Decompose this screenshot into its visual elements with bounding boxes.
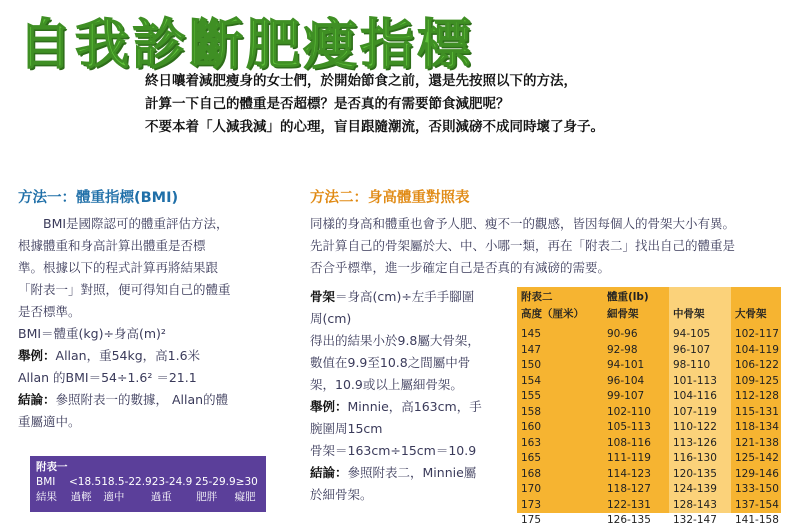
bmi-cell: 25-29.9 — [195, 476, 236, 488]
medium-frame-header: 中骨架 — [673, 308, 705, 320]
table-cell: 168 — [521, 467, 542, 480]
method-one-paragraph-line: 「附表一」對照，便可得知自己的體重 — [18, 282, 231, 297]
bmi-cell: <18.5 — [69, 476, 102, 488]
table-cell: 158 — [521, 405, 542, 418]
step-text: 於細骨架。 — [310, 487, 373, 502]
weight-header: 體重(lb) — [607, 291, 649, 303]
method-two-section — [310, 186, 790, 279]
step-text: 數值在9.9至10.8之間屬中骨 — [310, 355, 471, 370]
table-cell: 101-113 — [673, 374, 717, 387]
method-two-step — [310, 330, 510, 352]
table-cell: 102-117 — [735, 328, 779, 340]
table-cell: 175 — [521, 514, 542, 526]
table-cell: 104-119 — [735, 343, 779, 356]
table-cell: 116-130 — [673, 452, 717, 464]
intro-line: 不要本着「人減我減」的心理，盲目跟隨潮流，否則減磅不成同時壞了身子。 — [145, 119, 604, 135]
medium-frame-column — [669, 287, 731, 526]
table-cell: 137-154 — [735, 498, 779, 511]
table-cell: 120-135 — [673, 467, 717, 480]
step-text: 參照附表二，Minnie屬 — [347, 465, 477, 480]
step-text: 骨架＝163cm÷15cm＝10.9 — [310, 443, 477, 458]
method-two-step — [310, 352, 510, 374]
bmi-cell: 適中 — [103, 491, 125, 503]
table-cell: 98-110 — [673, 359, 711, 371]
intro-line: 終日嚷着減肥瘦身的女士們，於開始節食之前，還是先按照以下的方法， — [145, 73, 577, 89]
bmi-cell: 癡肥 — [234, 491, 256, 503]
table-cell: 92-98 — [607, 343, 638, 356]
method-one-heading: 方法一：體重指標(BMI) — [18, 190, 179, 206]
method-two-step — [310, 396, 510, 418]
large-frame-column — [731, 287, 785, 526]
table-cell: 94-101 — [607, 359, 645, 371]
method-two-step — [310, 286, 510, 308]
table-cell: 165 — [521, 452, 542, 464]
example-text: Allan，重54kg，高1.6米 — [55, 348, 201, 363]
small-frame-column — [603, 287, 669, 526]
table-two-title: 附表二 — [521, 291, 553, 303]
table-cell: 112-128 — [735, 390, 779, 402]
table-cell: 155 — [521, 390, 542, 402]
table-cell: 96-107 — [673, 343, 711, 356]
bmi-table — [30, 456, 266, 512]
conclusion-text: 參照附表一的數據， Allan的體 — [55, 392, 229, 407]
step-text: 架，10.9或以上屬細骨架。 — [310, 377, 463, 392]
table-cell: 132-147 — [673, 514, 717, 526]
step-text: 腕圍周15cm — [310, 421, 383, 436]
step-text: 得出的結果小於9.8屬大骨架， — [310, 333, 480, 348]
table-cell: 129-146 — [735, 467, 779, 480]
height-weight-table — [517, 287, 781, 526]
table-cell: 99-107 — [607, 390, 645, 402]
table-cell: 147 — [521, 343, 542, 356]
step-label: 骨架 — [310, 289, 336, 304]
table-cell: 94-105 — [673, 328, 711, 340]
bmi-table-row — [36, 490, 260, 505]
bmi-cell: 過輕 — [70, 491, 92, 503]
step-text: ＝身高(cm)÷左手手腳圍 — [335, 289, 475, 304]
method-one-example — [18, 345, 280, 367]
large-frame-header: 大骨架 — [735, 308, 767, 320]
table-cell: 114-123 — [607, 467, 651, 480]
method-one-paragraph-line: 根據體重和身高計算出體重是否標 — [18, 238, 206, 253]
table-cell: 141-158 — [735, 514, 779, 526]
table-cell: 122-131 — [607, 498, 651, 511]
method-one-section — [18, 186, 280, 433]
table-cell: 163 — [521, 436, 542, 449]
table-cell: 126-135 — [607, 514, 651, 526]
table-cell: 108-116 — [607, 436, 651, 449]
method-two-step — [310, 462, 510, 484]
small-frame-header: 細骨架 — [607, 308, 639, 320]
method-two-step — [310, 308, 510, 330]
table-cell: 154 — [521, 374, 542, 387]
table-cell: 128-143 — [673, 498, 717, 511]
table-cell: 150 — [521, 359, 542, 371]
method-one-paragraph-line: BMI是國際認可的體重評估方法， — [18, 216, 229, 231]
bmi-calculation: Allan 的BMI＝54÷1.6² ＝21.1 — [18, 370, 197, 385]
step-label: 舉例： — [310, 399, 348, 414]
table-cell: 102-110 — [607, 405, 651, 418]
method-one-paragraph-line: 是否標準。 — [18, 304, 81, 319]
table-cell: 121-138 — [735, 436, 779, 449]
table-cell: 107-119 — [673, 405, 717, 418]
table-cell: 125-142 — [735, 452, 779, 464]
table-cell: 105-113 — [607, 421, 651, 433]
height-header: 高度（厘米） — [521, 308, 584, 320]
method-two-step — [310, 374, 510, 396]
intro-line: 計算一下自己的體重是否超標？是否真的有需要節食減肥呢？ — [145, 96, 510, 112]
bmi-cell: BMI — [36, 476, 56, 488]
example-label: 舉例： — [18, 348, 56, 363]
intro-text — [145, 70, 785, 139]
bmi-table-row — [36, 475, 260, 490]
method-one-conclusion-cont: 重屬適中。 — [18, 414, 81, 429]
table-cell: 109-125 — [735, 374, 779, 387]
table-cell: 173 — [521, 498, 542, 511]
bmi-formula: BMI＝體重(kg)÷身高(m)² — [18, 326, 166, 341]
table-cell: 160 — [521, 421, 542, 433]
step-label: 結論： — [310, 465, 348, 480]
table-cell: 115-131 — [735, 405, 779, 418]
table-cell: 113-126 — [673, 436, 717, 449]
table-cell: 118-134 — [735, 421, 779, 433]
method-two-steps — [310, 286, 510, 506]
table-cell: 96-104 — [607, 374, 645, 387]
bmi-cell: 肥胖 — [196, 491, 218, 503]
bmi-cell: 過重 — [150, 491, 172, 503]
bmi-cell: 結果 — [36, 491, 57, 503]
step-text: Minnie，高163cm，手 — [347, 399, 482, 414]
bmi-cell: 23-24.9 — [151, 476, 193, 488]
table-cell: 118-127 — [607, 483, 651, 495]
bmi-cell: ≥30 — [235, 476, 258, 488]
table-cell: 110-122 — [673, 421, 717, 433]
table-cell: 124-139 — [673, 483, 717, 495]
conclusion-label: 結論： — [18, 392, 56, 407]
table-cell: 104-116 — [673, 390, 717, 402]
table-cell: 106-122 — [735, 359, 779, 371]
method-two-heading: 方法二：身高體重對照表 — [310, 190, 470, 206]
method-two-step — [310, 440, 510, 462]
method-two-paragraph-line: 否合乎標準，進一步確定自己是否真的有減磅的需要。 — [310, 260, 611, 275]
table-cell: 111-119 — [607, 452, 651, 464]
method-one-conclusion — [18, 389, 280, 411]
bmi-cell: 18.5-22.9 — [101, 476, 152, 488]
table-cell: 145 — [521, 328, 542, 340]
table-cell: 133-150 — [735, 483, 779, 495]
method-two-step — [310, 484, 510, 506]
bmi-table-title: 附表一 — [36, 461, 68, 473]
table-cell: 170 — [521, 483, 542, 495]
method-two-step — [310, 418, 510, 440]
method-two-paragraph-line: 先計算自己的骨架屬於大、中、小哪一類，再在「附表二」找出自己的體重是 — [310, 238, 736, 253]
step-text: 周(cm) — [310, 311, 352, 326]
height-column — [521, 287, 601, 526]
method-one-paragraph-line: 準。根據以下的程式計算再將結果跟 — [18, 260, 219, 275]
page-title: 自我診斷肥瘦指標 — [18, 13, 474, 76]
method-two-paragraph-line: 同樣的身高和體重也會予人肥、瘦不一的觀感，皆因每個人的骨架大小有異。 — [310, 216, 736, 231]
table-cell: 90-96 — [607, 328, 638, 340]
